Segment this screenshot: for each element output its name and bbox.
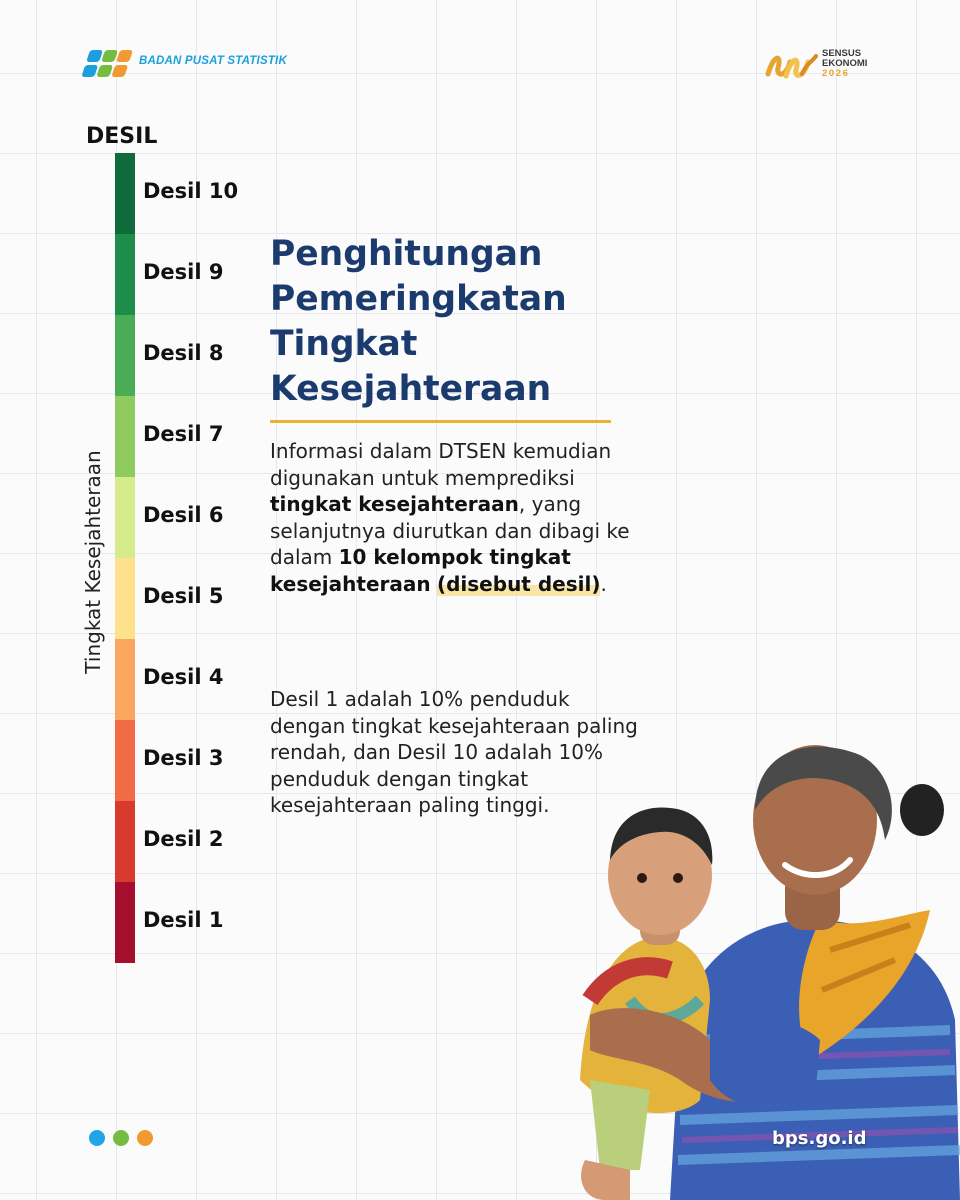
desil-segment — [115, 153, 135, 234]
desil-segment — [115, 882, 135, 963]
desil-segment — [115, 801, 135, 882]
desil-segment — [115, 477, 135, 558]
sensus-year: 2026 — [822, 68, 850, 79]
sensus-ekonomi-wordmark — [822, 49, 867, 79]
sensus-line1: SENSUS — [822, 48, 862, 59]
desil-segment — [115, 396, 135, 477]
desil-label: Desil 1 — [143, 908, 224, 932]
desil-label: Desil 3 — [143, 746, 224, 770]
desil-label: Desil 7 — [143, 422, 224, 446]
p1-text-2: , yang selanjutnya diurutkan dan dibagi ke dalam — [270, 492, 630, 569]
desil-segment — [115, 639, 135, 720]
p1-text: Informasi dalam DTSEN kemudian digunakan untuk memprediksi — [270, 439, 612, 490]
desil-color-bar — [115, 153, 135, 961]
desil-segment — [115, 558, 135, 639]
headline: Penghitungan Pemeringkatan Tingkat Kesejahteraan — [270, 234, 567, 409]
p1-bold-1: tingkat kesejahteraan — [270, 492, 519, 516]
desil-segment — [115, 720, 135, 801]
pagination-dot — [137, 1130, 153, 1146]
paragraph-1 — [270, 438, 650, 597]
sensus-line2: EKONOMI — [822, 58, 868, 69]
p1-highlight: (disebut desil) — [436, 571, 601, 596]
desil-segment — [115, 315, 135, 396]
p1-text-3: . — [600, 571, 607, 596]
org-name: BADAN PUSAT STATISTIK — [139, 55, 287, 67]
bps-logo-icon — [82, 44, 134, 84]
desil-label: Desil 10 — [143, 179, 239, 203]
paragraph-2: Desil 1 adalah 10% penduduk dengan tingkat kesejahteraan paling rendah, dan Desil 10 adalah 10% penduduk dengan tingkat kesejahteraan paling tinggi. — [270, 687, 638, 817]
scale-title: DESIL — [86, 124, 158, 149]
desil-label: Desil 6 — [143, 503, 224, 527]
desil-label: Desil 5 — [143, 584, 224, 608]
pagination-dots — [89, 1130, 161, 1150]
sensus-ekonomi-logo-icon — [764, 44, 820, 88]
desil-label: Desil 8 — [143, 341, 224, 365]
desil-label: Desil 4 — [143, 665, 224, 689]
desil-label: Desil 9 — [143, 260, 224, 284]
pagination-dot — [89, 1130, 105, 1146]
axis-label: Tingkat Kesejahteraan — [81, 450, 105, 674]
website-url: bps.go.id — [772, 1128, 867, 1149]
family-photo — [560, 700, 960, 1200]
headline-divider — [270, 420, 611, 423]
pagination-dot — [113, 1130, 129, 1146]
p1-bold-2: 10 kelompok tingkat kesejahteraan — [270, 545, 571, 596]
desil-segment — [115, 234, 135, 315]
desil-label: Desil 2 — [143, 827, 224, 851]
